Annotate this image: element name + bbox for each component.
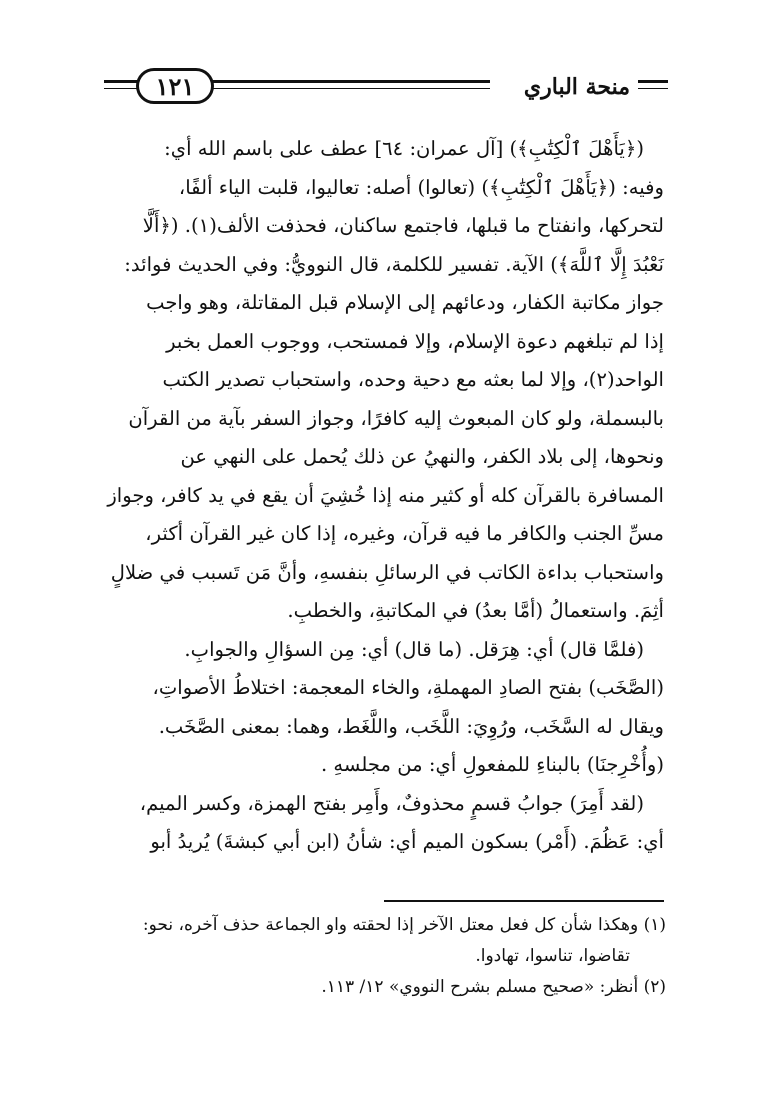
text-line: ونحوها، إلى بلاد الكفر، والنهيُ عن ذلك يُحمل على النهي عن <box>180 445 664 468</box>
text-line: (فلمَّا قال) أي: هِرَقل. (ما قال) أي: مِن السؤالِ والجوابِ. <box>184 637 644 661</box>
header-rule-right-bottom <box>638 88 668 89</box>
text-line: الواحد(٢)، وإلا لما بعثه مع دحية وحده، واستحباب تصدير الكتب <box>162 368 664 391</box>
footnote-1-continuation: تقاضوا، تناسوا، تهادوا. <box>475 946 630 966</box>
text-line: مسِّ الجنب والكافر ما فيه قرآن، وغيره، إذا كان غير القرآن أكثر، <box>145 522 664 545</box>
text-line: ويقال له السَّخَب، ورُوِيَ: اللَّخَب، واللَّغَط، وهما: بمعنى الصَّخَب. <box>158 714 664 738</box>
text-line: (وأُخْرِجنَا) بالبناءِ للمفعولِ أي: من مجلسهِ . <box>320 753 664 776</box>
text-line: أثِمَ. واستعمالُ (أمَّا بعدُ) في المكاتبةِ، والخطبِ. <box>287 599 664 622</box>
text-line: المسافرة بالقرآن كله أو كثير منه إذا خُشِيَ أن يقع في يد كافر، وجواز <box>107 483 664 507</box>
text-line: (﴿يَأَهْلَ ٱلْكِتَٰبِ﴾) [آل عمران: ٦٤] عطف على باسم الله أي: <box>164 137 644 160</box>
text-line: أي: عَظُمَ. (أَمْر) بسكون الميم أي: شأنُ (ابن أبي كبشةَ) يُريدُ أبو <box>150 830 664 853</box>
footnotes <box>104 910 666 1003</box>
running-title: منحة الباري <box>523 74 630 100</box>
header-rule-mid-top <box>212 80 490 83</box>
text-line: بالبسملة، ولو كان المبعوث إليه كافرًا، وجواز السفر بآية من القرآن <box>128 406 664 430</box>
page-number: ١٢١ <box>136 68 214 104</box>
header-rule-left-top <box>104 80 138 83</box>
text-line: (الصَّخَب) بفتح الصادِ المهملةِ، والخاء المعجمة: اختلاطُ الأصواتِ، <box>152 676 664 699</box>
header-rule-right-top <box>638 80 668 83</box>
footnote-2: (٢) أنظر: «صحيح مسلم بشرح النووي» ١٢/ ١١٣. <box>321 977 666 997</box>
text-line: واستحباب بداءة الكاتب في الرسائلِ بنفسهِ، وأنَّ مَن تَسبب في ضلالٍ <box>110 560 664 584</box>
main-text <box>106 130 664 862</box>
header-rule-mid-bottom <box>212 88 490 89</box>
header-rule-left-bottom <box>104 88 138 89</box>
text-line: إذا لم تبلغهم دعوة الإسلام، وإلا فمستحب، ووجوب العمل بخبر <box>166 329 664 353</box>
text-line: جواز مكاتبة الكفار، ودعائهم إلى الإسلام قبل المقاتلة، وهو واجب <box>146 291 664 314</box>
text-line: وفيه: (﴿يَأَهْلَ ٱلْكِتَٰبِ﴾) (تعالوا) أصله: تعاليوا، قلبت الياء ألفًا، <box>178 175 664 199</box>
text-line: (لقد أَمِرَ) جوابُ قسمٍ محذوفٌ، وأَمِر بفتح الهمزة، وكسر الميم، <box>139 791 644 815</box>
text-line: نَعْبُدَ إِلَّا ٱللَّهَ﴾) الآية. تفسير للكلمة، قال النوويُّ: وفي الحديث فوائد: <box>124 252 664 276</box>
footnote-separator <box>384 900 664 902</box>
text-line: لتحركها، وانفتاح ما قبلها، فاجتمع ساكنان، فحذفت الألف(١). (﴿أَلَّا <box>142 214 664 237</box>
page-header <box>0 62 770 114</box>
footnote-1: (١) وهكذا شأن كل فعل معتل الآخر إذا لحقته واو الجماعة حذف آخره، نحو: <box>142 915 666 935</box>
